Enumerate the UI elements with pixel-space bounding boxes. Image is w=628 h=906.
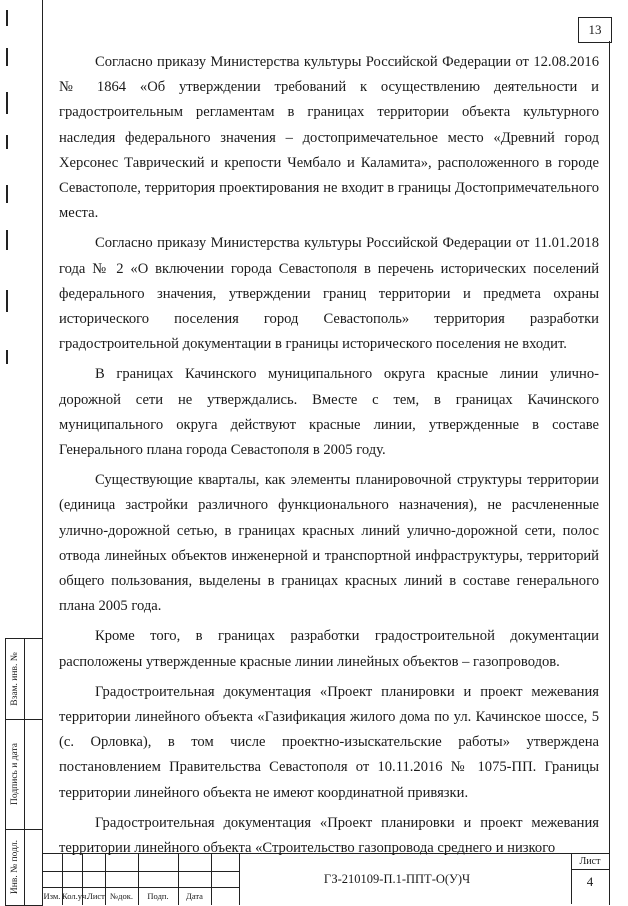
- header-ndok: №док.: [110, 891, 133, 901]
- header-izm: Изм.: [43, 891, 61, 901]
- header-kol-uch: Кол.уч.: [62, 891, 89, 901]
- document-code: ГЗ-210109-П.1-ППТ-О(У)Ч: [323, 872, 471, 886]
- stamp-column: [5, 638, 43, 906]
- stamp-label-podpis-data: Подпись и дата: [10, 742, 21, 806]
- paragraph: В границах Качинского муниципального округа красные линии улично-дорожной сети не утверждались. Вместе с тем, в границах Качинского муниципального округа действуют красные линии, утвержденные в составе Генерального плана города Севастополя в 2005 году.: [59, 366, 599, 459]
- header-data: Дата: [186, 891, 203, 901]
- binding-mark: [6, 135, 8, 149]
- frame-right-border: [609, 41, 610, 905]
- binding-mark: [6, 350, 8, 364]
- paragraph: Существующие кварталы, как элементы планировочной структуры территории (единица застройки различного функционального назначения), не расчлененные улично-дорожной сетью, в границах красных линий улично-дорожной сети, полос отвода линейных объектов инженерной и транспортной инфраструктуры, территорий общего пользования, выделены в границах красных линий в составе генерального плана 2005 года.: [59, 472, 599, 615]
- paragraph: Кроме того, в границах разработки градостроительной документации расположены утвержденные красные линии линейных объектов – газопроводов.: [59, 628, 599, 670]
- binding-mark: [6, 290, 8, 312]
- binding-mark: [6, 48, 8, 66]
- document-body: [59, 50, 599, 861]
- header-podp: Подп.: [147, 891, 169, 901]
- paragraph: Градостроительная документация «Проект планировки и проект межевания территории линейного объекта «Газификация жилого дома по ул. Качинское шоссе, 5 (с. Орловка), в том числе проектно-изыскательские работы» утверждена постановлением Правительства Севастополя от 10.11.2016 № 1075-ПП. Границы территории линейного объекта не имеют координатной привязки.: [59, 683, 599, 801]
- stamp-cell-inv-podl: [6, 829, 43, 905]
- sheet-label: Лист: [579, 856, 601, 867]
- header-list: Лист: [87, 891, 105, 901]
- binding-mark: [6, 230, 8, 250]
- top-page-number: 13: [578, 17, 612, 43]
- title-block-headers: [42, 889, 239, 905]
- paragraph: Согласно приказу Министерства культуры Российской Федерации от 12.08.2016 № 1864 «Об утверждении требований к осуществлению деятельности и градостроительным регламентам в границах территории объекта культурного наследия федерального значения – достопримечательное место «Древний город Херсонес Таврический и крепости Чембало и Каламита», расположенного в городе Севастополе, территория проектирования не входит в границы Достопримечательного места.: [59, 54, 599, 222]
- sheet-number: 4: [586, 874, 594, 889]
- binding-mark: [6, 185, 8, 203]
- paragraph: Градостроительная документация «Проект планировки и проект межевания территории линейного объекта «Строительство газопровода среднего и низкого: [59, 814, 599, 857]
- binding-mark: [6, 92, 8, 114]
- stamp-label-inv-podl: Инв. № подл.: [10, 839, 21, 895]
- stamp-cell-vzam: [6, 639, 43, 720]
- stamp-cell-podpis: [6, 719, 43, 830]
- binding-mark: [6, 10, 8, 26]
- paragraph: Согласно приказу Министерства культуры Российской Федерации от 11.01.2018 года № 2 «О включении города Севастополя в перечень исторических поселений федерального значения, утверждении границ территории и предмета охраны исторического поселения город Севастополь» территория разработки градостроительной документации в границы исторического поселения не входит.: [59, 235, 599, 353]
- stamp-label-vzam-inv: Взам. инв. №: [10, 652, 21, 706]
